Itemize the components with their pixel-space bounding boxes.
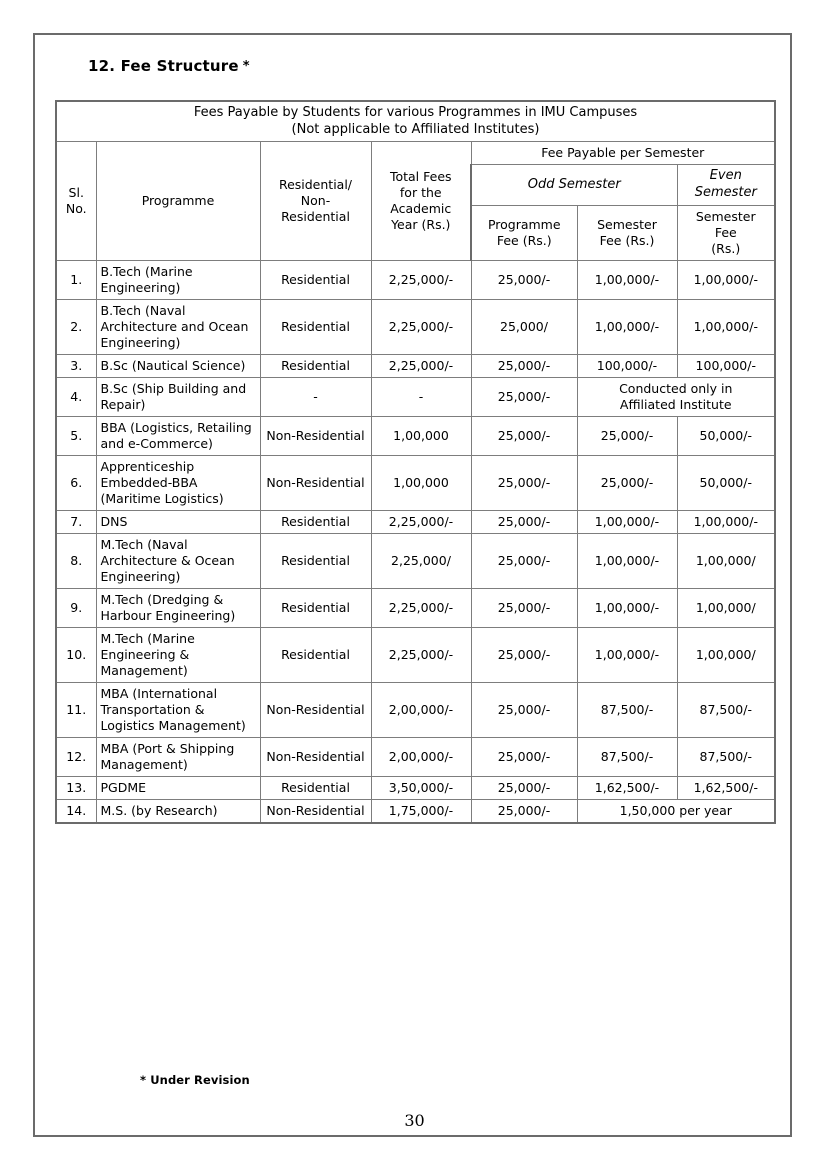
cell-programme: M.S. (by Research) (96, 799, 260, 823)
cell-programme: DNS (96, 510, 260, 533)
semester-fee-line2: Fee (Rs.) (599, 232, 655, 248)
cell-residential: Non-Residential (260, 455, 371, 510)
merged-line1: 1,50,000 per year (619, 802, 732, 818)
even-semester-line2: Semester (694, 184, 757, 200)
cell-residential: Residential (260, 299, 371, 354)
cell-programme-fee: 25,000/ (471, 299, 577, 354)
cell-odd-semester-fee: 25,000/- (577, 416, 677, 455)
table-row (56, 299, 775, 354)
cell-odd-semester-fee: 1,00,000/- (577, 588, 677, 627)
cell-merged-note (577, 799, 775, 823)
cell-programme: BBA (Logistics, Retailing and e-Commerce) (96, 416, 260, 455)
table-title-line1: Fees Payable by Students for various Programmes in IMU Campuses (193, 105, 638, 120)
total-fees-line2: for the (399, 184, 442, 200)
total-fees-line4: Year (Rs.) (391, 216, 451, 232)
table-title-row (56, 101, 775, 142)
column-header-odd-semester: Odd Semester (471, 165, 677, 205)
cell-even-semester-fee: 1,00,000/ (677, 533, 775, 588)
cell-even-semester-fee: 87,500/- (677, 737, 775, 776)
page-title (88, 57, 250, 75)
table-row (56, 627, 775, 682)
residential-line3: Residential (281, 208, 350, 224)
cell-programme-fee: 25,000/- (471, 799, 577, 823)
programme-fee-line2: Fee (Rs.) (496, 232, 552, 248)
cell-even-semester-fee: 1,00,000/ (677, 627, 775, 682)
cell-odd-semester-fee: 87,500/- (577, 737, 677, 776)
semester-fee-line1: Semester (597, 216, 657, 232)
residential-line1: Residential/ (278, 176, 353, 192)
table-row (56, 455, 775, 510)
cell-odd-semester-fee: 1,62,500/- (577, 776, 677, 799)
column-header-programme-fee (471, 205, 577, 260)
even-fee-line2: Fee (714, 224, 737, 240)
table-row (56, 588, 775, 627)
cell-programme: M.Tech (Dredging & Harbour Engineering) (96, 588, 260, 627)
cell-programme-fee: 25,000/- (471, 776, 577, 799)
table-title-cell (56, 101, 775, 142)
cell-even-semester-fee: 50,000/- (677, 455, 775, 510)
cell-residential: Non-Residential (260, 799, 371, 823)
table-row (56, 533, 775, 588)
cell-odd-semester-fee: 1,00,000/- (577, 627, 677, 682)
cell-sl-no: 12. (56, 737, 96, 776)
column-header-residential (260, 142, 371, 260)
column-header-sl-no (56, 142, 96, 260)
table-row (56, 682, 775, 737)
header-row-1 (56, 142, 775, 165)
cell-merged-note (577, 377, 775, 416)
table-row (56, 510, 775, 533)
cell-programme-fee: 25,000/- (471, 416, 577, 455)
cell-sl-no: 7. (56, 510, 96, 533)
cell-sl-no: 11. (56, 682, 96, 737)
cell-even-semester-fee: 87,500/- (677, 682, 775, 737)
cell-total-fees: 2,25,000/- (371, 354, 471, 377)
cell-programme: M.Tech (Marine Engineering & Management) (96, 627, 260, 682)
cell-odd-semester-fee: 87,500/- (577, 682, 677, 737)
cell-even-semester-fee: 50,000/- (677, 416, 775, 455)
sl-no-line1: Sl. (68, 184, 84, 200)
even-fee-line3: (Rs.) (711, 240, 741, 256)
table-row (56, 799, 775, 823)
cell-total-fees: 2,25,000/- (371, 510, 471, 533)
cell-sl-no: 9. (56, 588, 96, 627)
cell-residential: Residential (260, 533, 371, 588)
table-row (56, 354, 775, 377)
merged-line1: Conducted only in (619, 380, 733, 396)
cell-programme: B.Tech (Marine Engineering) (96, 260, 260, 299)
table-row (56, 416, 775, 455)
fee-structure-table (55, 100, 776, 824)
cell-odd-semester-fee: 1,00,000/- (577, 299, 677, 354)
page-number: 30 (404, 1111, 425, 1130)
cell-total-fees: 3,50,000/- (371, 776, 471, 799)
cell-total-fees: 2,25,000/- (371, 299, 471, 354)
cell-sl-no: 1. (56, 260, 96, 299)
cell-sl-no: 14. (56, 799, 96, 823)
footnote: * Under Revision (140, 1073, 250, 1087)
heading-asterisk: * (242, 59, 250, 74)
section-heading-text: 12. Fee Structure (88, 57, 239, 75)
cell-residential: Non-Residential (260, 416, 371, 455)
cell-residential: - (260, 377, 371, 416)
cell-programme-fee: 25,000/- (471, 682, 577, 737)
cell-even-semester-fee: 1,00,000/- (677, 260, 775, 299)
cell-even-semester-fee: 1,00,000/- (677, 299, 775, 354)
total-fees-line3: Academic (390, 200, 452, 216)
cell-total-fees: 2,00,000/- (371, 737, 471, 776)
cell-sl-no: 2. (56, 299, 96, 354)
cell-sl-no: 4. (56, 377, 96, 416)
cell-programme: MBA (International Transportation & Logistics Management) (96, 682, 260, 737)
table-row (56, 377, 775, 416)
cell-programme: B.Sc (Ship Building and Repair) (96, 377, 260, 416)
cell-total-fees: 1,75,000/- (371, 799, 471, 823)
cell-programme-fee: 25,000/- (471, 533, 577, 588)
column-header-programme: Programme (96, 142, 260, 260)
cell-programme-fee: 25,000/- (471, 455, 577, 510)
cell-odd-semester-fee: 25,000/- (577, 455, 677, 510)
page-frame (33, 33, 792, 1137)
cell-sl-no: 10. (56, 627, 96, 682)
even-semester-line1: Even (709, 168, 742, 184)
cell-programme-fee: 25,000/- (471, 627, 577, 682)
cell-programme-fee: 25,000/- (471, 354, 577, 377)
cell-residential: Non-Residential (260, 682, 371, 737)
cell-total-fees: 2,25,000/- (371, 588, 471, 627)
cell-total-fees: 2,25,000/- (371, 627, 471, 682)
sl-no-line2: No. (65, 200, 87, 216)
cell-programme-fee: 25,000/- (471, 260, 577, 299)
cell-total-fees: 1,00,000 (371, 455, 471, 510)
cell-even-semester-fee: 1,62,500/- (677, 776, 775, 799)
cell-residential: Residential (260, 588, 371, 627)
column-header-fee-per-semester: Fee Payable per Semester (471, 142, 775, 165)
column-header-even-semester-fee (677, 205, 775, 260)
table-row (56, 260, 775, 299)
column-header-even-semester (677, 165, 775, 205)
cell-odd-semester-fee: 1,00,000/- (577, 260, 677, 299)
cell-programme-fee: 25,000/- (471, 588, 577, 627)
cell-residential: Residential (260, 354, 371, 377)
cell-odd-semester-fee: 1,00,000/- (577, 510, 677, 533)
cell-total-fees: 2,25,000/- (371, 260, 471, 299)
cell-programme-fee: 25,000/- (471, 737, 577, 776)
cell-even-semester-fee: 1,00,000/- (677, 510, 775, 533)
cell-sl-no: 8. (56, 533, 96, 588)
cell-residential: Residential (260, 260, 371, 299)
fee-table-container (55, 100, 774, 824)
cell-programme: MBA (Port & Shipping Management) (96, 737, 260, 776)
cell-odd-semester-fee: 1,00,000/- (577, 533, 677, 588)
cell-sl-no: 6. (56, 455, 96, 510)
residential-line2: Non- (300, 192, 331, 208)
cell-sl-no: 5. (56, 416, 96, 455)
table-row (56, 776, 775, 799)
cell-total-fees: 1,00,000 (371, 416, 471, 455)
total-fees-line1: Total Fees (389, 168, 452, 184)
even-fee-line1: Semester (695, 208, 756, 224)
cell-even-semester-fee: 100,000/- (677, 354, 775, 377)
cell-programme: B.Tech (Naval Architecture and Ocean Engineering) (96, 299, 260, 354)
cell-residential: Non-Residential (260, 737, 371, 776)
cell-programme: Apprenticeship Embedded-BBA (Maritime Logistics) (96, 455, 260, 510)
cell-even-semester-fee: 1,00,000/ (677, 588, 775, 627)
cell-programme: PGDME (96, 776, 260, 799)
column-header-semester-fee (577, 205, 677, 260)
cell-residential: Residential (260, 627, 371, 682)
programme-fee-line1: Programme (487, 216, 561, 232)
cell-residential: Residential (260, 776, 371, 799)
cell-programme: M.Tech (Naval Architecture & Ocean Engineering) (96, 533, 260, 588)
cell-total-fees: - (371, 377, 471, 416)
merged-line2: Affiliated Institute (619, 396, 732, 412)
table-row (56, 737, 775, 776)
cell-total-fees: 2,25,000/ (371, 533, 471, 588)
cell-residential: Residential (260, 510, 371, 533)
cell-odd-semester-fee: 100,000/- (577, 354, 677, 377)
cell-total-fees: 2,00,000/- (371, 682, 471, 737)
cell-sl-no: 13. (56, 776, 96, 799)
cell-programme-fee: 25,000/- (471, 510, 577, 533)
column-header-total-fees (371, 142, 471, 260)
cell-programme-fee: 25,000/- (471, 377, 577, 416)
table-title-line2: (Not applicable to Affiliated Institutes) (291, 121, 540, 137)
cell-programme: B.Sc (Nautical Science) (96, 354, 260, 377)
cell-sl-no: 3. (56, 354, 96, 377)
